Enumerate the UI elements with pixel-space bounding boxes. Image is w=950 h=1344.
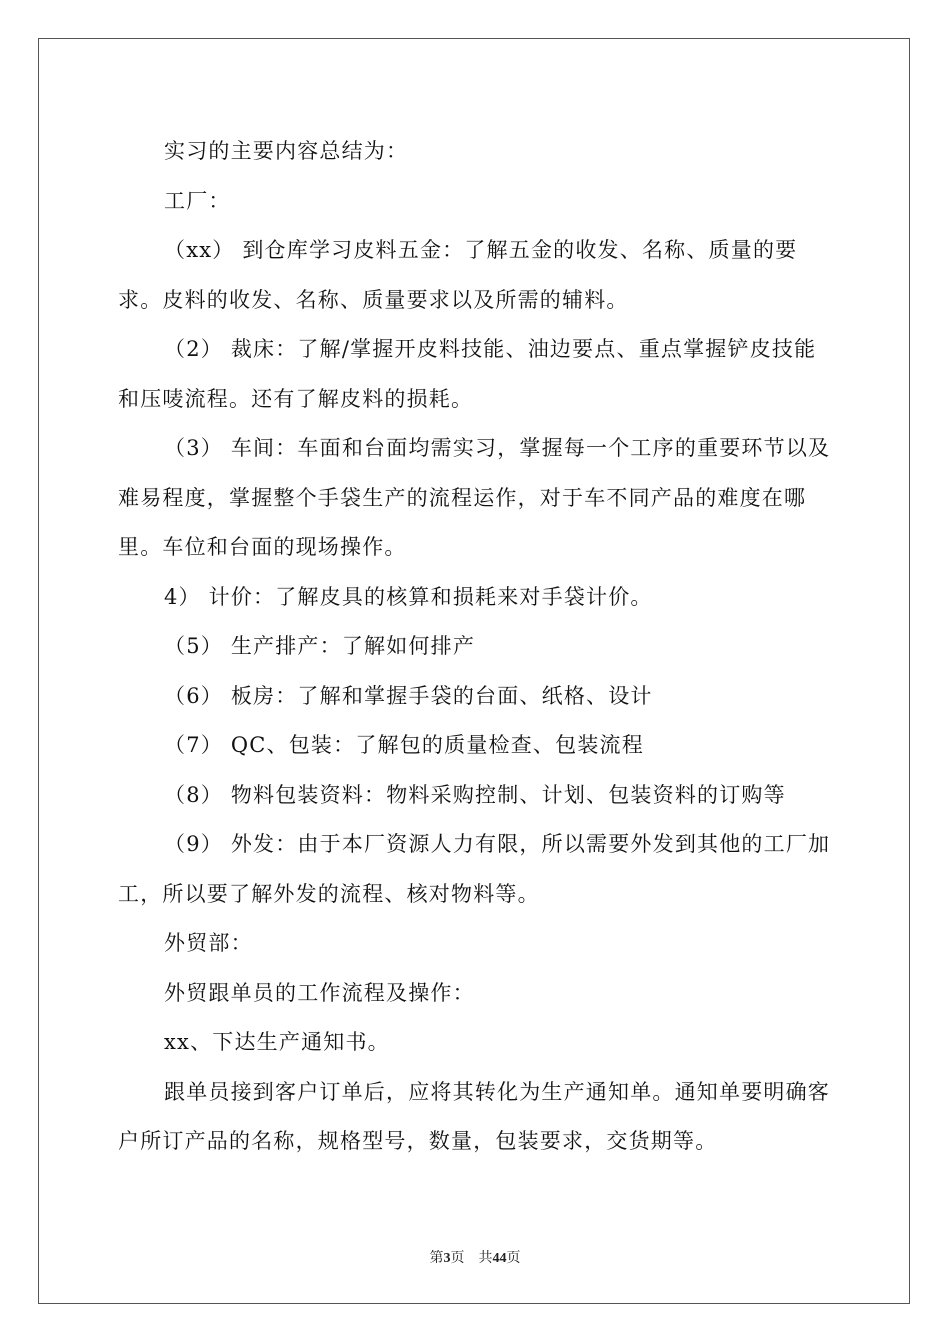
paragraph-merchandiser-workflow: 外贸跟单员的工作流程及操作：	[164, 980, 475, 1005]
footer-prefix: 第	[429, 1251, 444, 1266]
paragraph-trade-heading: 外贸部：	[164, 931, 253, 955]
paragraph-factory-heading: 工厂：	[164, 188, 231, 213]
paragraph-item-warehouse: （xx） 到仓库学习皮料五金：了解五金的收发、名称、质量的要求。皮料的收发、名称、质量要求以及所需的辅料。	[118, 238, 798, 312]
paragraph-item-cutting: （2） 裁床：了解/掌握开皮料技能、油边要点、重点掌握铲皮技能和压唛流程。还有了解皮料的损耗。	[118, 337, 817, 411]
paragraph-item-pricing: 4） 计价：了解皮具的核算和损耗来对手袋计价。	[164, 584, 653, 609]
paragraph-step-production-notice: xx、下达生产通知书。	[164, 1030, 390, 1054]
paragraph-item-outsourcing: （9） 外发：由于本厂资源人力有限，所以需要外发到其他的工厂加工，所以要了解外发的流程、核对物料等。	[118, 832, 831, 906]
footer-suffix: 页	[506, 1251, 521, 1266]
footer-current-page: 3	[443, 1251, 451, 1266]
paragraph-item-scheduling: （5） 生产排产：了解如何排产	[164, 634, 476, 658]
footer-total-pages: 44	[492, 1251, 507, 1266]
paragraph-item-materials: （8） 物料包装资料：物料采购控制、计划、包装资料的订购等	[164, 782, 786, 807]
paragraph-item-sample-room: （6） 板房：了解和掌握手袋的台面、纸格、设计	[164, 683, 653, 708]
document-body	[118, 127, 834, 1167]
paragraph-item-qc-packing: （7） QC、包装：了解包的质量检查、包装流程	[164, 733, 644, 757]
paragraph-notice-details: 跟单员接到客户订单后，应将其转化为生产通知单。通知单要明确客户所订产品的名称，规格型号，数量，包装要求，交货期等。	[118, 1079, 830, 1153]
page-footer	[0, 1247, 950, 1267]
paragraph-item-workshop: （3） 车间：车面和台面均需实习，掌握每一个工序的重要环节以及难易程度，掌握整个手袋生产的流程运作，对于车不同产品的难度在哪里。车位和台面的现场操作。	[118, 436, 831, 559]
footer-middle: 页 共	[450, 1251, 493, 1266]
paragraph-intro: 实习的主要内容总结为：	[164, 139, 409, 163]
